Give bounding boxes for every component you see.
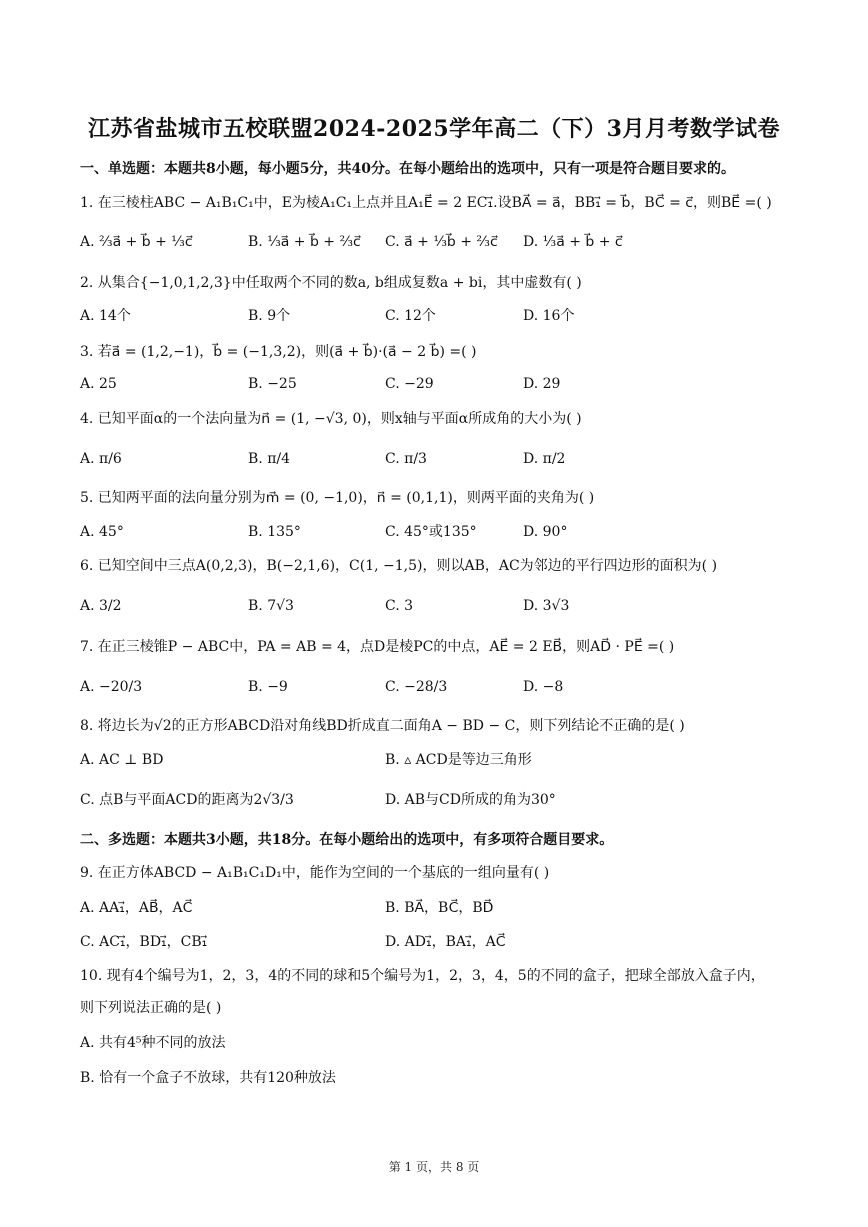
q2-option-a: A. 14个	[80, 308, 131, 324]
q9-option-b: B. BA⃗，BC⃗，BD⃗	[385, 900, 494, 916]
q4-option-c: C. π/3	[385, 451, 427, 467]
q1-option-a: A. ⅔a⃗ + b⃗ + ⅓c⃗	[80, 234, 193, 250]
question-6: 6. 已知空间中三点A(0,2,3)，B(−2,1,6)，C(1, −1,5)，则以AB，AC为邻边的平行四边形的面积为( )	[80, 558, 718, 574]
q7-option-c: C. −28/3	[385, 679, 448, 695]
section-single-choice: 一、单选题：本题共8小题，每小题5分，共40分。在每小题给出的选项中，只有一项是符合题目要求的。	[80, 161, 735, 177]
q3-option-a: A. 25	[80, 376, 117, 392]
q4-option-a: A. π/6	[80, 451, 122, 467]
q9-option-d: D. AD₁⃗，BA₁⃗，AC⃗	[385, 934, 506, 950]
question-8: 8. 将边长为√2的正方形ABCD沿对角线BD折成直二面角A − BD − C，则下列结论不正确的是( )	[80, 718, 685, 734]
q8-option-c: C. 点B与平面ACD的距离为2√3/3	[80, 792, 294, 808]
q5-option-b: B. 135°	[248, 524, 301, 540]
question-3: 3. 若a⃗ = (1,2,−1)，b⃗ = (−1,3,2)，则(a⃗ + b⃗)·(a⃗ − 2 b⃗) =( )	[80, 344, 477, 360]
q6-option-b: B. 7√3	[248, 598, 294, 614]
question-7: 7. 在正三棱锥P − ABC中，PA = AB = 4，点D是棱PC的中点，AE⃗ = 2 EB⃗，则AD⃗ · PE⃗ =( )	[80, 639, 675, 655]
q5-option-c: C. 45°或135°	[385, 524, 477, 540]
question-1: 1. 在三棱柱ABC − A₁B₁C₁中，E为棱A₁C₁上点并且A₁E⃗ = 2 EC₁⃗.设BA⃗ = a⃗，BB₁⃗ = b⃗，BC⃗ = c⃗，则BE⃗ =( )	[80, 195, 772, 211]
q10-option-b: B. 恰有一个盒子不放球，共有120种放法	[80, 1070, 336, 1086]
page-footer: 第 1 页，共 8 页	[388, 1160, 480, 1174]
question-10: 10. 现有4个编号为1，2，3，4的不同的球和5个编号为1，2，3，4，5的不同的盒子，把球全部放入盒子内，	[80, 968, 765, 984]
question-4: 4. 已知平面α的一个法向量为n⃗ = (1, −√3, 0)，则x轴与平面α所成角的大小为( )	[80, 411, 582, 427]
q8-option-b: B. ▵ ACD是等边三角形	[385, 752, 532, 768]
question-9: 9. 在正方体ABCD − A₁B₁C₁D₁中，能作为空间的一个基底的一组向量有( )	[80, 865, 550, 881]
q5-option-a: A. 45°	[80, 524, 124, 540]
q1-option-c: C. a⃗ + ⅓b⃗ + ⅔c⃗	[385, 234, 498, 250]
q6-option-d: D. 3√3	[523, 598, 570, 614]
q3-option-c: C. −29	[385, 376, 434, 392]
q8-option-d: D. AB与CD所成的角为30°	[385, 792, 556, 808]
q6-option-a: A. 3/2	[80, 598, 122, 614]
section-multi-choice: 二、多选题：本题共3小题，共18分。在每小题给出的选项中，有多项符合题目要求。	[80, 832, 614, 848]
q2-option-d: D. 16个	[523, 308, 575, 324]
q5-option-d: D. 90°	[523, 524, 568, 540]
q4-option-d: D. π/2	[523, 451, 566, 467]
q8-option-a: A. AC ⊥ BD	[80, 752, 164, 768]
q2-option-b: B. 9个	[248, 308, 291, 324]
q2-option-c: C. 12个	[385, 308, 436, 324]
question-5: 5. 已知两平面的法向量分别为m⃗ = (0, −1,0)，n⃗ = (0,1,1)，则两平面的夹角为( )	[80, 490, 595, 506]
q4-option-b: B. π/4	[248, 451, 291, 467]
question-2: 2. 从集合{−1,0,1,2,3}中任取两个不同的数a, b组成复数a + bi，其中虚数有( )	[80, 275, 582, 291]
q3-option-d: D. 29	[523, 376, 561, 392]
exam-title: 江苏省盐城市五校联盟2024-2025学年高二（下）3月月考数学试卷	[88, 116, 780, 142]
q9-option-c: C. AC₁⃗，BD₁⃗，CB₁⃗	[80, 934, 208, 950]
q10-option-a: A. 共有4⁵种不同的放法	[80, 1035, 226, 1051]
q6-option-c: C. 3	[385, 598, 414, 614]
q7-option-b: B. −9	[248, 679, 288, 695]
q1-option-b: B. ⅓a⃗ + b⃗ + ⅔c⃗	[248, 234, 361, 250]
question-10-continued: 则下列说法正确的是( )	[80, 1000, 222, 1016]
q3-option-b: B. −25	[248, 376, 297, 392]
q1-option-d: D. ⅓a⃗ + b⃗ + c⃗	[523, 234, 623, 250]
q7-option-d: D. −8	[523, 679, 564, 695]
q7-option-a: A. −20/3	[80, 679, 143, 695]
q9-option-a: A. AA₁⃗，AB⃗，AC⃗	[80, 900, 193, 916]
